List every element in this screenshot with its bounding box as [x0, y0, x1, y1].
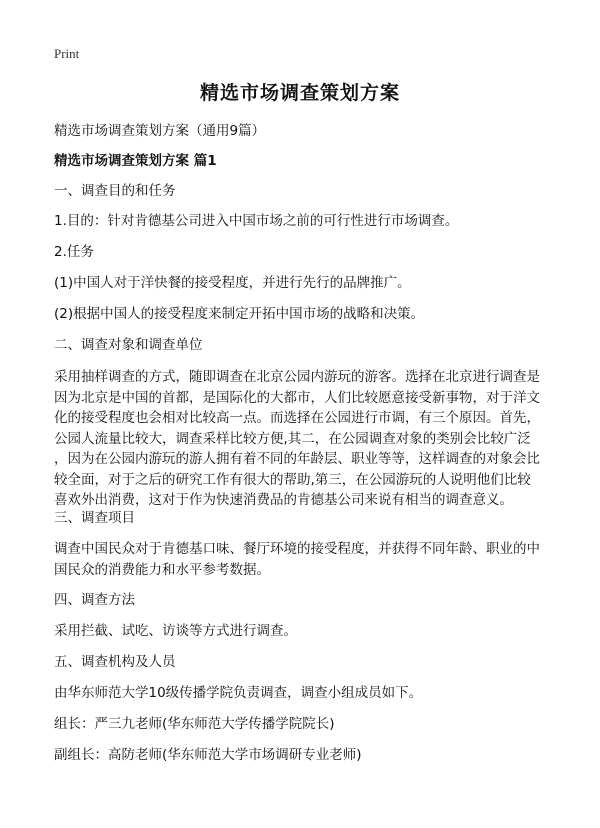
paragraph-survey-items	[54, 539, 550, 580]
text-task: 2.任务	[54, 244, 94, 260]
paragraph-line: 喜欢外出消费，这对于作为快速消费品的肯德基公司来说有相当的调查意义。	[54, 492, 513, 508]
paragraph-line: 采用抽样调查的方式，随即调查在北京公园内游玩的游客。选择在北京进行调查是	[54, 369, 540, 385]
text-survey-team: 由华东师范大学10级传播学院负责调查，调查小组成员如下。	[54, 685, 423, 701]
text-survey-methods: 采用拦截、试吃、访谈等方式进行调查。	[54, 623, 297, 639]
section-heading: 精选市场调查策划方案 篇1	[54, 153, 217, 169]
document-subtitle: 精选市场调查策划方案（通用9篇）	[54, 123, 266, 139]
text-deputy-leader: 副组长：高防老师(华东师范大学市场调研专业老师)	[54, 747, 362, 763]
heading-survey-methods: 四、调查方法	[54, 592, 135, 608]
text-goal: 1.目的：针对肯德基公司进入中国市场之前的可行性进行市场调查。	[54, 213, 459, 229]
print-label: Print	[54, 46, 80, 61]
heading-survey-staff: 五、调查机构及人员	[54, 654, 176, 670]
paragraph-line: 调查中国民众对于肯德基口味、餐厅环境的接受程度，并获得不同年龄、职业的中	[54, 541, 540, 557]
paragraph-line: 公园人流量比较大，调查采样比较方便,其二，在公园调查对象的类别会比较广泛	[54, 430, 531, 447]
heading-purpose-tasks: 一、调查目的和任务	[54, 183, 176, 199]
paragraph-line: 因为北京是中国的首都，是国际化的大都市，人们比较愿意接受新事物，对于洋文	[54, 389, 540, 406]
heading-survey-items: 三、调查项目	[54, 510, 135, 526]
paragraph-line: 国民众的消费能力和水平参考数据。	[54, 561, 270, 578]
paragraph-survey-objects	[54, 367, 550, 511]
paragraph-line: 化的接受程度也会相对比较高一点。而选择在公园进行市调，有三个原因。首先，	[54, 410, 540, 426]
text-task-2: (2)根据中国人的接受程度来制定开拓中国市场的战略和决策。	[54, 306, 425, 322]
heading-survey-objects: 二、调查对象和调查单位	[54, 337, 203, 353]
text-task-1: (1)中国人对于洋快餐的接受程度，并进行先行的品牌推广。	[54, 275, 411, 291]
document-title: 精选市场调查策划方案	[199, 82, 400, 104]
paragraph-line: 较全面，对于之后的研究工作有很大的帮助,第三，在公园游玩的人说明他们比较	[54, 471, 531, 488]
paragraph-line: ，因为在公园内游玩的游人拥有着不同的年龄层、职业等等，这样调查的对象会比	[54, 451, 540, 467]
text-team-leader: 组长：严三九老师(华东师范大学传播学院院长)	[54, 716, 335, 732]
